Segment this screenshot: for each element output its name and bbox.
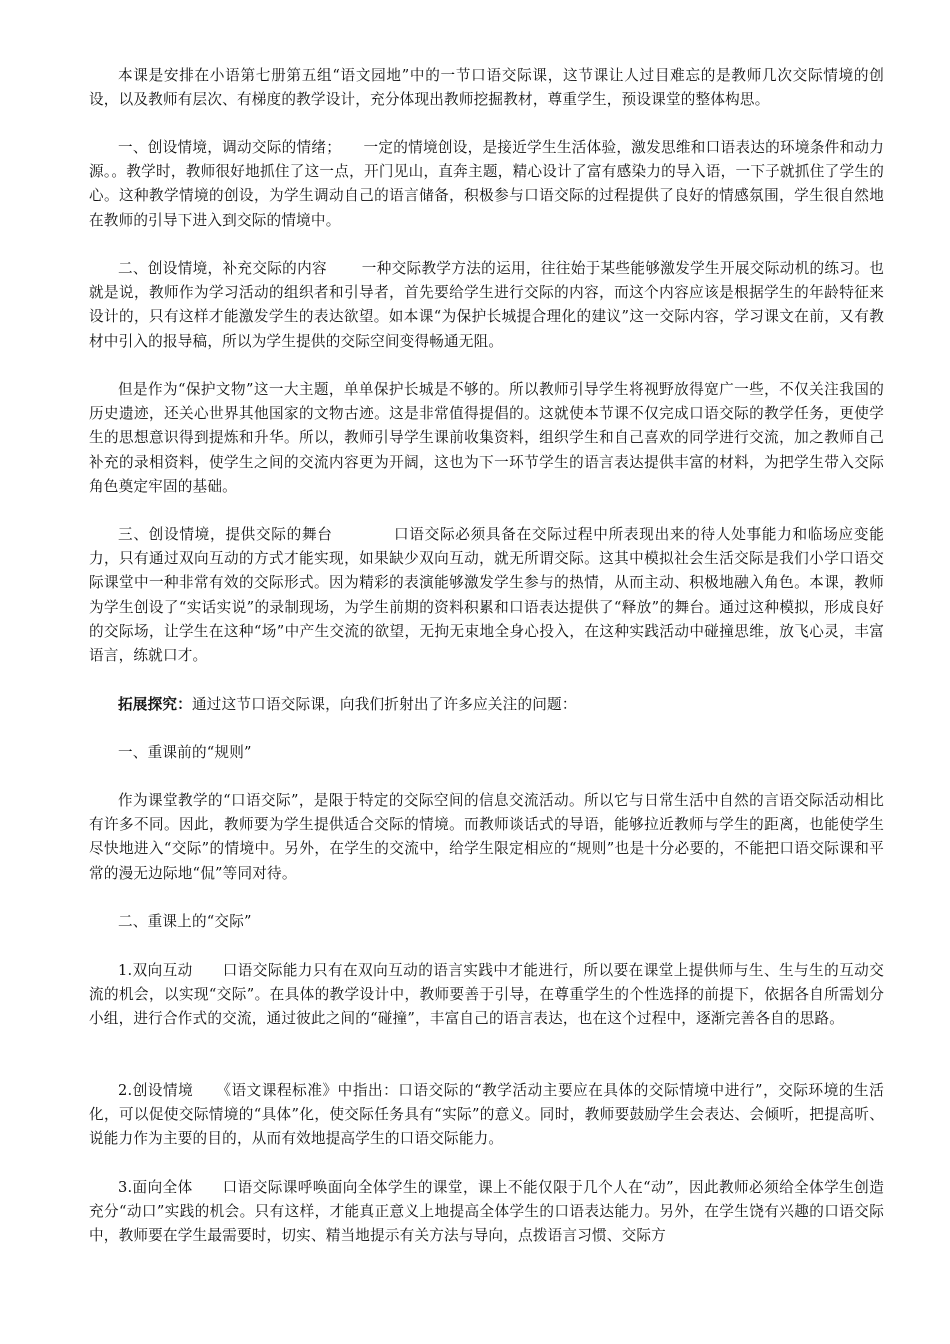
paragraph-section-two: 二、创设情境，补充交际的内容 一种交际教学方法的运用，往往始于某些能够激发学生开展交际动机的练习。也就是说，教师作为学习活动的组织者和引导者，首先要给学生进行交际的内容，而这个内容应该是根据学生的年龄特征来设计的，只有这样才能激发学生的表达欲望。如本课“为保护长城提合理化的建议”这一交际内容，学习课文在前，又有教材中引入的报导稿，所以为学生提供的交际空间变得畅通无阻。	[89, 260, 884, 350]
extension-text: 通过这节口语交际课，向我们折射出了许多应关注的问题：	[191, 696, 577, 713]
paragraph-whole-class: 3.面向全体 口语交际课呼唤面向全体学生的课堂，课上不能仅限于几个人在“动”，因此教师必须给全体学生创造充分“动口”实践的机会。只有这样，才能真正意义上地提高全体学生的口语表达能力。另外，在学生饶有兴趣的口语交际中，教师要在学生最需要时，切实、精当地提示有关方法与导向，点拨语言习惯、交际方	[89, 1179, 884, 1245]
paragraph-rules: 作为课堂教学的“口语交际”，是限于特定的交际空间的信息交流活动。所以它与日常生活中自然的言语交际活动相比有许多不同。因此，教师要为学生提供适合交际的情境。而教师谈话式的导语，能够拉近教师与学生的距离，也能使学生尽快地进入“交际”的情境中。另外，在学生的交流中，给学生限定相应的“规则”也是十分必要的，不能把口语交际课和平常的漫无边际地“侃”等同对待。	[89, 792, 884, 882]
extension-heading: 拓展探究：	[118, 696, 192, 713]
paragraph-section-three: 三、创设情境，提供交际的舞台 口语交际必须具备在交际过程中所表现出来的待人处事能力和临场应变能力，只有通过双向互动的方式才能实现，如果缺少双向互动，就无所谓交际。这其中模拟社会生活交际是我们小学口语交际课堂中一种非常有效的交际形式。因为精彩的表演能够激发学生参与的热情，从而主动、积极地融入角色。本课，教师为学生创设了“实话实说”的录制现场，为学生前期的资料积累和口语表达提供了“释放”的舞台。通过这种模拟，形成良好的交际场，让学生在这种“场”中产生交流的欲望，无拘无束地全身心投入，在这种实践活动中碰撞思维，放飞心灵，丰富语言，练就口才。	[89, 526, 884, 665]
heading-in-class: 二、重课上的“交际”	[118, 913, 252, 930]
paragraph-protect-relics: 但是作为“保护文物”这一大主题，单单保护长城是不够的。所以教师引导学生将视野放得宽广一些，不仅关注我国的历史遗迹，还关心世界其他国家的文物古迹。这是非常值得提倡的。这就使本节课不仅完成口语交际的教学任务，更使学生的思想意识得到提炼和升华。所以，教师引导学生课前收集资料，组织学生和自己喜欢的同学进行交流，加之教师自己补充的录相资料，使学生之间的交流内容更为开阔，这也为下一环节学生的语言表达提供丰富的材料，为把学生带入交际角色奠定牢固的基础。	[89, 381, 884, 495]
paragraph-intro: 本课是安排在小语第七册第五组“语文园地”中的一节口语交际课，这节课让人过目难忘的是教师几次交际情境的创设，以及教师有层次、有梯度的教学设计，充分体现出教师挖掘教材，尊重学生，预设课堂的整体构思。	[89, 67, 884, 109]
paragraph-section-one: 一、创设情境，调动交际的情绪； 一定的情境创设，是接近学生生活体验，激发思维和口语表达的环境条件和动力源。。教学时，教师很好地抓住了这一点，开门见山，直奔主题，精心设计了富有感染力的导入语，一下子就抓住了学生的心。这种教学情境的创设，为学生调动自己的语言储备，积极参与口语交际的过程提供了良好的情感氛围，学生很自然地在教师的引导下进入到交际的情境中。	[89, 139, 884, 229]
paragraph-two-way-interaction: 1.双向互动 口语交际能力只有在双向互动的语言实践中才能进行，所以要在课堂上提供师与生、生与生的互动交流的机会，以实现“交际”。在具体的教学设计中，教师要善于引导，在尊重学生的个性选择的前提下，依据各自所需划分小组，进行合作式的交流，通过彼此之间的“碰撞”，丰富自己的语言表达，也在这个过程中，逐渐完善各自的思路。	[89, 962, 884, 1028]
paragraph-create-context: 2.创设情境 《语文课程标准》中指出：口语交际的“教学活动主要应在具体的交际情境中进行”，交际环境的生活化，可以促使交际情境的“具体”化，使交际任务具有“实际”的意义。同时，教师要鼓励学生会表达、会倾听，把提高听、说能力作为主要的目的，从而有效地提高学生的口语交际能力。	[89, 1082, 884, 1148]
heading-before-class: 一、重课前的“规则”	[118, 744, 252, 761]
paragraph-extension	[89, 693, 884, 717]
